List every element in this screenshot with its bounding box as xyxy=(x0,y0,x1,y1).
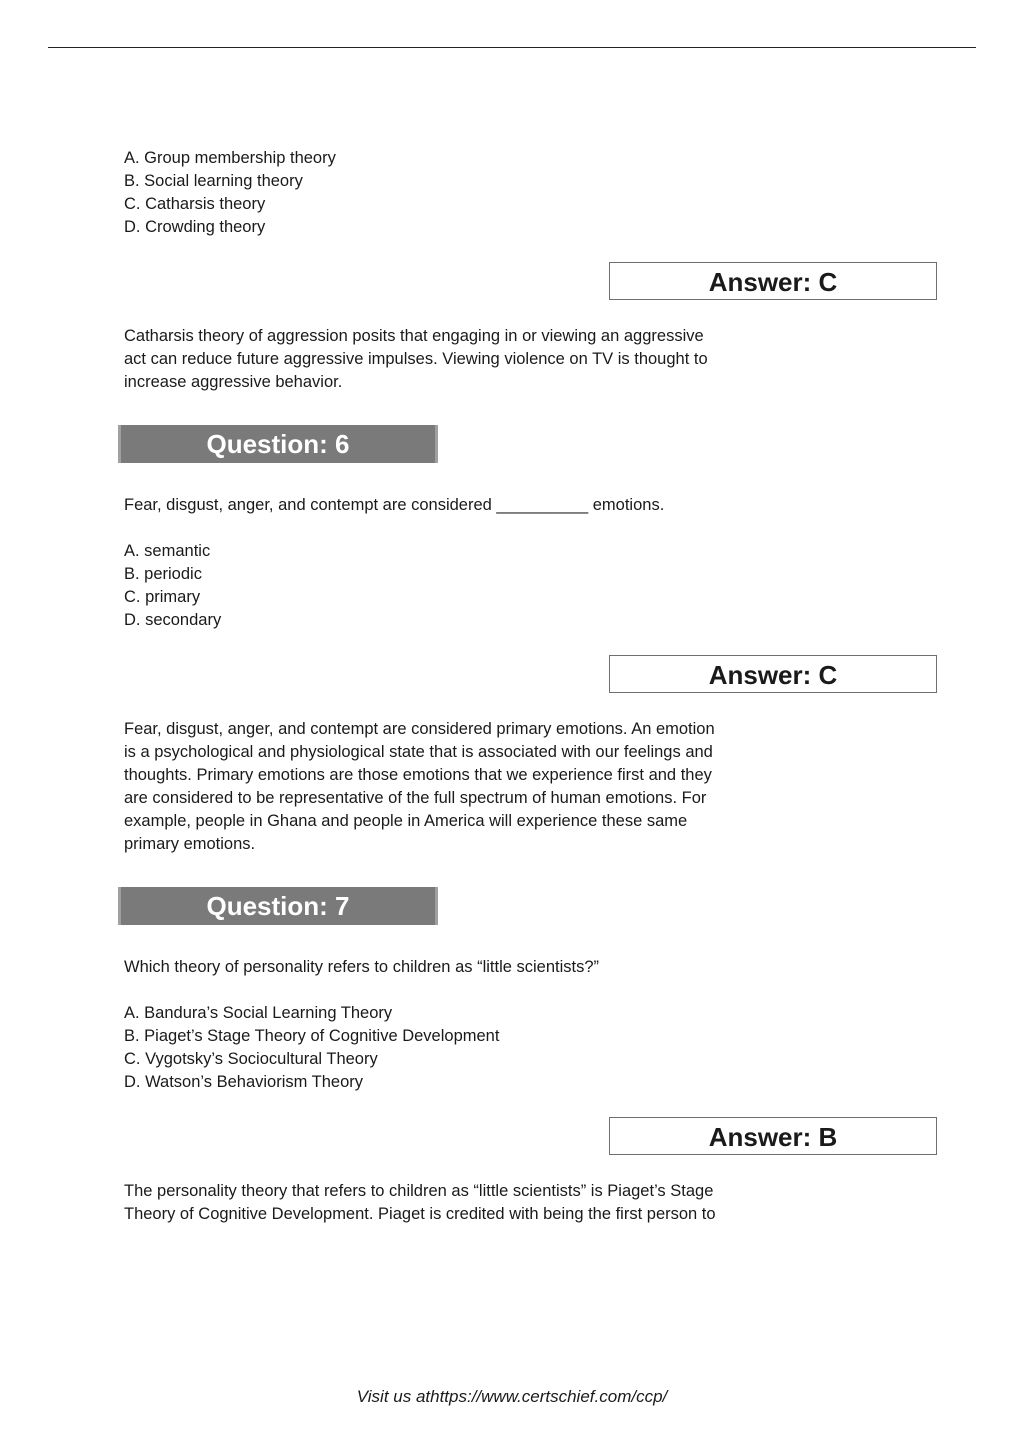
q7-option-c: C. Vygotsky’s Sociocultural Theory xyxy=(124,1050,378,1068)
q7-explanation-line: The personality theory that refers to children as “little scientists” is Piaget’s Stage xyxy=(124,1182,714,1200)
q7-option-a: A. Bandura’s Social Learning Theory xyxy=(124,1004,393,1022)
q7-explanation xyxy=(124,1180,716,1226)
q7-prompt xyxy=(124,956,599,979)
q6-explanation-line: thoughts. Primary emotions are those emotions that we experience first and they xyxy=(124,766,712,784)
q5-explanation-line: act can reduce future aggressive impulses. Viewing violence on TV is thought to xyxy=(124,350,708,368)
q6-explanation-line: is a psychological and physiological state that is associated with our feelings and xyxy=(124,743,713,761)
q5-option-b: B. Social learning theory xyxy=(124,172,303,190)
q7-option-b: B. Piaget’s Stage Theory of Cognitive Development xyxy=(124,1027,500,1045)
q6-option-a: A. semantic xyxy=(124,542,211,560)
q6-answer-box: Answer: C xyxy=(609,655,937,693)
q6-explanation-line: are considered to be representative of the full spectrum of human emotions. For xyxy=(124,789,707,807)
q7-heading: Question: 7 xyxy=(118,887,438,925)
q6-option-b: B. periodic xyxy=(124,565,202,583)
footer-link[interactable]: Visit us athttps://www.certschief.com/ccp/ xyxy=(356,1387,668,1406)
q6-explanation xyxy=(124,718,715,856)
q6-explanation-line: primary emotions. xyxy=(124,835,256,853)
q7-prompt-text: Which theory of personality refers to children as “little scientists?” xyxy=(124,958,600,976)
q5-option-a: A. Group membership theory xyxy=(124,149,336,167)
q7-option-d: D. Watson’s Behaviorism Theory xyxy=(124,1073,364,1091)
q6-heading: Question: 6 xyxy=(118,425,438,463)
q6-option-d: D. secondary xyxy=(124,611,222,629)
q5-option-c: C. Catharsis theory xyxy=(124,195,266,213)
q6-explanation-line: example, people in Ghana and people in America will experience these same xyxy=(124,812,688,830)
q7-options xyxy=(124,1002,499,1094)
q6-prompt-text: Fear, disgust, anger, and contempt are considered __________ emotions. xyxy=(124,496,665,514)
q6-option-c: C. primary xyxy=(124,588,201,606)
q6-options xyxy=(124,540,221,632)
q5-explanation-line: Catharsis theory of aggression posits that engaging in or viewing an aggressive xyxy=(124,327,704,345)
q6-prompt xyxy=(124,494,664,517)
q6-explanation-line: Fear, disgust, anger, and contempt are considered primary emotions. An emotion xyxy=(124,720,715,738)
q5-options xyxy=(124,147,336,239)
q7-answer-box: Answer: B xyxy=(609,1117,937,1155)
q7-explanation-line: Theory of Cognitive Development. Piaget is credited with being the first person to xyxy=(124,1205,716,1223)
q5-explanation-line: increase aggressive behavior. xyxy=(124,373,343,391)
header-rule xyxy=(48,47,976,48)
q5-option-d: D. Crowding theory xyxy=(124,218,266,236)
q5-explanation xyxy=(124,325,708,394)
q5-answer-box: Answer: C xyxy=(609,262,937,300)
